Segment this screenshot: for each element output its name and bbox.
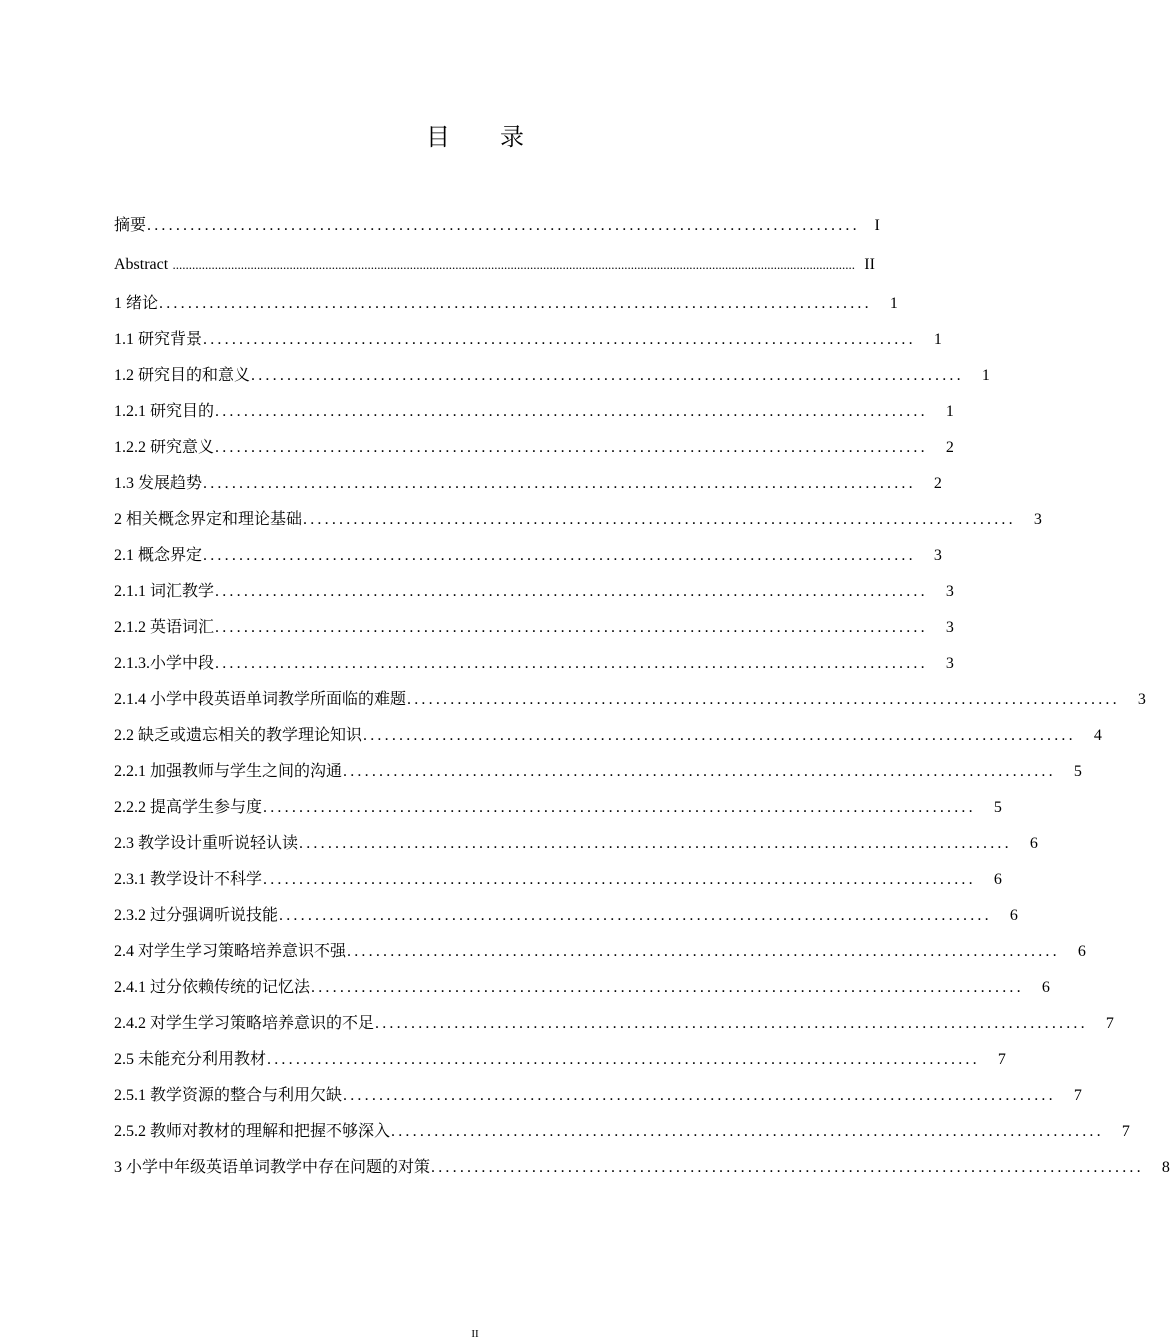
toc-dot-leader: ...................................................................................................: [203, 475, 916, 492]
toc-entry[interactable]: [114, 358, 990, 394]
toc-entry-abstract-cn[interactable]: [114, 208, 880, 244]
toc-dot-leader: ...................................................................................................: [159, 295, 872, 312]
toc-entry[interactable]: [114, 754, 1082, 790]
toc-entry[interactable]: [114, 934, 1086, 970]
toc-entry[interactable]: [114, 1006, 1114, 1042]
toc-entry[interactable]: [114, 322, 942, 358]
toc-dot-leader: ...................................................................................................: [215, 619, 928, 636]
toc-entry[interactable]: [114, 610, 954, 646]
toc-entry-page: 7: [1073, 1087, 1082, 1104]
toc-dot-leader: ...................................................................................................: [407, 691, 1120, 708]
toc-entry-label: 2.4.1 过分依赖传统的记忆法: [114, 979, 311, 996]
toc-entry-page: 2: [945, 439, 954, 456]
toc-entry[interactable]: [114, 430, 954, 466]
toc-entry-page: 7: [997, 1051, 1006, 1068]
toc-entry-label: 2 相关概念界定和理论基础: [114, 511, 303, 528]
toc-entry-page: 7: [1121, 1123, 1130, 1140]
toc-entry-label: 1.1 研究背景: [114, 331, 203, 348]
toc-entry-page: 3: [945, 583, 954, 600]
toc-dot-leader: ...................................................................................................: [343, 763, 1056, 780]
toc-entry[interactable]: [114, 574, 954, 610]
toc-entry-label: 2.5.1 教学资源的整合与利用欠缺: [114, 1087, 343, 1104]
toc-entry-page: I: [874, 217, 880, 234]
toc-dot-leader: ...................................................................................................: [431, 1159, 1144, 1176]
toc-entry-label: 1.2 研究目的和意义: [114, 367, 251, 384]
toc-dot-leader: ...................................................................................................: [215, 403, 928, 420]
toc-dot-leader: ...................................................................................................: [203, 547, 916, 564]
toc-entry-page: 5: [1073, 763, 1082, 780]
toc-entry-label: 2.1.3.小学中段: [114, 655, 215, 672]
toc-entry-page: 1: [945, 403, 954, 420]
toc-dot-leader: ...................................................................................................: [303, 511, 1016, 528]
toc-entry[interactable]: [114, 862, 1002, 898]
toc-entry-label: 2.5.2 教师对教材的理解和把握不够深入: [114, 1123, 391, 1140]
toc-entry-abstract-en[interactable]: [114, 244, 875, 286]
toc-entry-label: 2.1.1 词汇教学: [114, 583, 215, 600]
toc-entry-label: 1 绪论: [114, 295, 159, 312]
toc-entry-page: 5: [993, 799, 1002, 816]
page-number-footer: II: [471, 1328, 479, 1340]
toc-entry-label: 2.3.2 过分强调听说技能: [114, 907, 279, 924]
toc-entry[interactable]: [114, 718, 1102, 754]
toc-entry-page: 6: [1077, 943, 1086, 960]
toc-entry[interactable]: [114, 898, 1018, 934]
toc-entry-page: 6: [1041, 979, 1050, 996]
toc-dot-leader: ...................................................................................................: [215, 655, 928, 672]
toc-dot-leader: ...................................................................................................: [263, 799, 976, 816]
toc-entry-label: 摘要: [114, 217, 147, 234]
toc-entry[interactable]: [114, 1042, 1006, 1078]
toc-entry-page: 1: [889, 295, 898, 312]
table-of-contents: [114, 208, 1170, 1186]
toc-entry-label: 2.2.2 提高学生参与度: [114, 799, 263, 816]
toc-entry[interactable]: [114, 538, 942, 574]
toc-entry[interactable]: [114, 394, 954, 430]
toc-entry-page: 3: [933, 547, 942, 564]
toc-entry[interactable]: [114, 826, 1038, 862]
toc-dot-leader: ...................................................................................................: [363, 727, 1076, 744]
toc-entry-page: 3: [945, 619, 954, 636]
toc-entry-label: 2.2 缺乏或遗忘相关的教学理论知识: [114, 727, 363, 744]
toc-entry-page: 6: [993, 871, 1002, 888]
toc-entry[interactable]: [114, 682, 1146, 718]
toc-entry-page: 6: [1009, 907, 1018, 924]
toc-entry[interactable]: [114, 286, 898, 322]
toc-entry-label: 2.1.4 小学中段英语单词教学所面临的难题: [114, 691, 407, 708]
toc-entry-page: 4: [1093, 727, 1102, 744]
toc-dot-leader: ...................................................................................................: [215, 583, 928, 600]
toc-dot-leader: ...................................................................................................: [279, 907, 992, 924]
toc-entry-label: 2.3 教学设计重听说轻认读: [114, 835, 299, 852]
toc-entry-page: 2: [933, 475, 942, 492]
page-title: 目 录: [426, 125, 546, 151]
toc-entry[interactable]: [114, 646, 954, 682]
toc-dot-leader: ...................................................................................................: [343, 1087, 1056, 1104]
toc-entry-label: 1.2.2 研究意义: [114, 439, 215, 456]
toc-entry-page: 3: [945, 655, 954, 672]
toc-entry-label: 3 小学中年级英语单词教学中存在问题的对策: [114, 1159, 431, 1176]
toc-dot-leader: ...................................................................................................: [263, 871, 976, 888]
toc-entry-label: 2.2.1 加强教师与学生之间的沟通: [114, 763, 343, 780]
toc-entry-page: 1: [933, 331, 942, 348]
toc-entry-label: 2.4 对学生学习策略培养意识不强: [114, 943, 347, 960]
toc-dot-leader: ...................................................................................................: [347, 943, 1060, 960]
toc-entry-page: 3: [1033, 511, 1042, 528]
toc-entry-label: 2.5 未能充分利用教材: [114, 1051, 267, 1068]
toc-entry[interactable]: [114, 466, 942, 502]
toc-entry-label: 2.1.2 英语词汇: [114, 619, 215, 636]
toc-entry-page: 6: [1029, 835, 1038, 852]
toc-entry-page: 7: [1105, 1015, 1114, 1032]
toc-dot-leader: ...................................................................................................: [375, 1015, 1088, 1032]
toc-dot-leader: ...................................................................................................: [267, 1051, 980, 1068]
toc-entry[interactable]: [114, 502, 1042, 538]
toc-dot-leader: ...................................................................................................: [299, 835, 1012, 852]
toc-entry-label: 2.3.1 教学设计不科学: [114, 871, 263, 888]
toc-entry-label: 2.1 概念界定: [114, 547, 203, 564]
toc-dot-leader: ...................................................................................................: [251, 367, 964, 384]
toc-entry-label: 1.3 发展趋势: [114, 475, 203, 492]
toc-entry[interactable]: [114, 790, 1002, 826]
toc-entry[interactable]: [114, 1114, 1130, 1150]
toc-entry-page: 1: [981, 367, 990, 384]
toc-dot-leader: ...................................................................................................: [391, 1123, 1104, 1140]
toc-entry-label: Abstract: [114, 256, 169, 273]
toc-entry-label: 2.4.2 对学生学习策略培养意识的不足: [114, 1015, 375, 1032]
toc-entry-page: 8: [1161, 1159, 1170, 1176]
toc-dot-leader: ..................................................................................................................................................................................................................: [169, 257, 855, 272]
toc-dot-leader: ...................................................................................................: [311, 979, 1024, 996]
toc-entry-label: 1.2.1 研究目的: [114, 403, 215, 420]
toc-entry-page: 3: [1137, 691, 1146, 708]
toc-entry[interactable]: [114, 1078, 1082, 1114]
toc-dot-leader: ...................................................................................................: [203, 331, 916, 348]
toc-dot-leader: ...................................................................................................: [147, 217, 860, 234]
toc-dot-leader: ...................................................................................................: [215, 439, 928, 456]
toc-entry[interactable]: [114, 1150, 1170, 1186]
toc-entry-page: II: [864, 256, 875, 273]
toc-entry[interactable]: [114, 970, 1050, 1006]
